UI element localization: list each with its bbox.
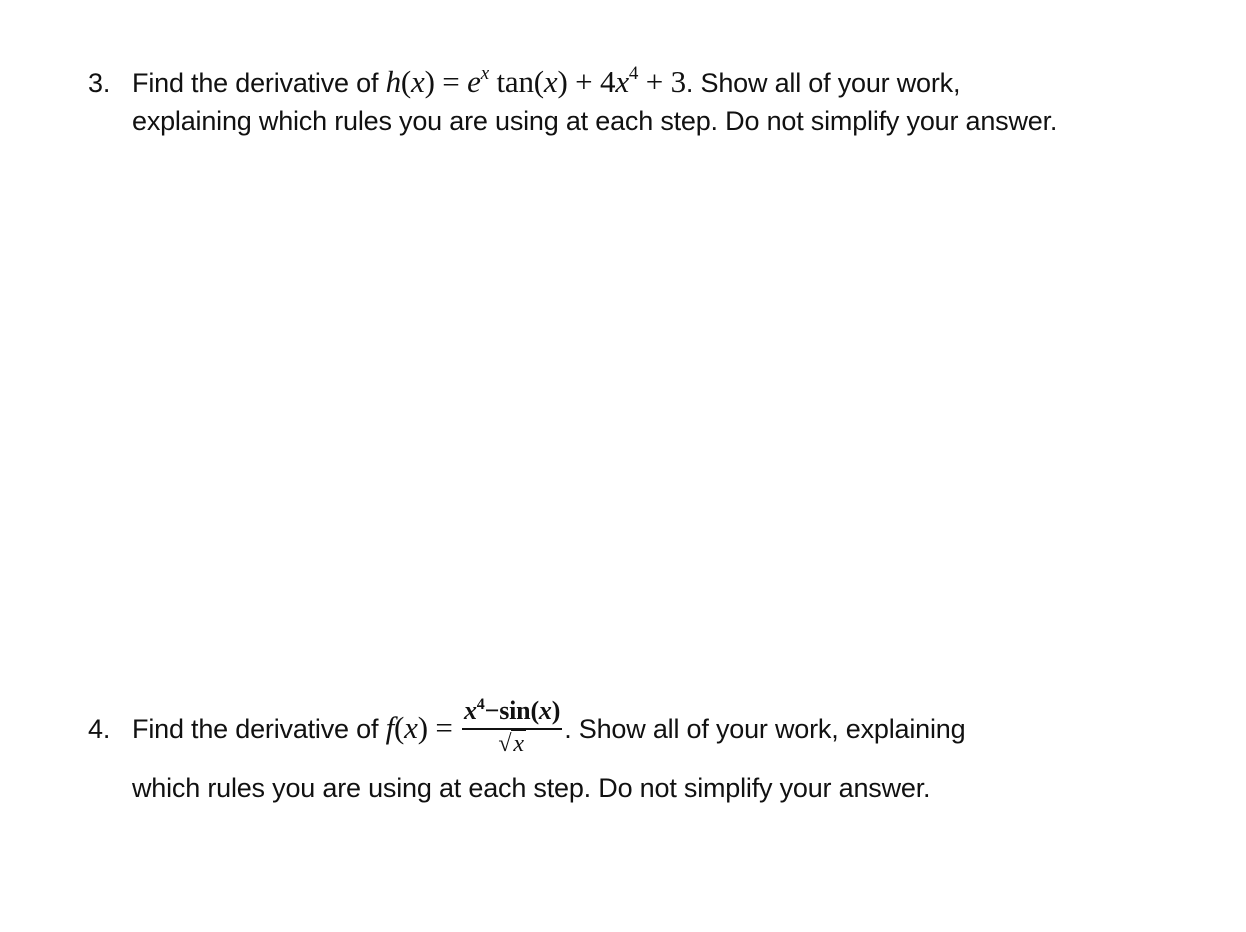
problem-4-fraction (462, 696, 562, 758)
problem-3-instruction: Show all of your work, (700, 68, 961, 98)
problem-4-line-2: which rules you are using at each step. Do not simplify your answer. (132, 773, 931, 803)
problem-4-number: 4. (88, 714, 111, 745)
fraction-denominator (462, 730, 562, 758)
problem-3-formula: $h(x) = e^x$ $\tan(x) + 4x^4 + 3$ (385, 63, 686, 99)
problem-4-line-1 (88, 696, 966, 762)
problem-4-formula: f(x) = (385, 710, 453, 746)
fraction-numerator: $x^4-\sin(x)$ (462, 696, 562, 730)
problem-4-instruction: . Show all of your work, explaining (564, 714, 966, 745)
problem-3-line-2: explaining which rules you are using at each step. Do not simplify your answer. (132, 106, 1058, 136)
problem-3-number: 3. (88, 68, 111, 98)
problem-3-intro: Find the derivative of (132, 68, 379, 98)
problem-3-line-1: 3. Find the derivative of $h(x) = e^x$ $\tan(x) + 4x^4 + 3$. Show all of your work, (88, 63, 961, 99)
sqrt-symbol: √x (498, 731, 524, 757)
problem-4-intro: Find the derivative of (132, 714, 379, 745)
